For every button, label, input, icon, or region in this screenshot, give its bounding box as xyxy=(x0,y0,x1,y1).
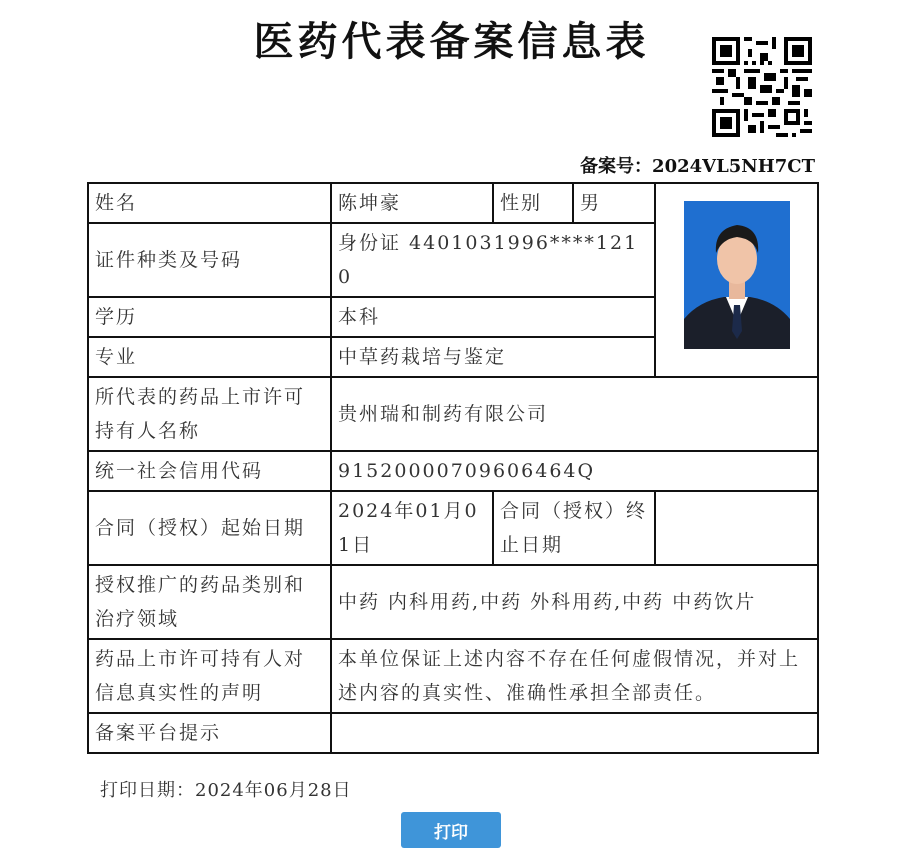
company-value: 贵州瑞和制药有限公司 xyxy=(331,377,818,451)
info-table xyxy=(87,182,819,754)
id-value: 身份证 4401031996****1210 xyxy=(331,223,655,297)
record-number-value: 2024VL5NH7CT xyxy=(652,156,815,177)
contract-start-label: 合同（授权）起始日期 xyxy=(88,491,331,565)
photo-cell xyxy=(655,183,818,377)
contract-end-label: 合同（授权）终止日期 xyxy=(493,491,655,565)
education-value: 本科 xyxy=(331,297,655,337)
page-title: 医药代表备案信息表 xyxy=(253,19,650,65)
record-number-label: 备案号： xyxy=(580,156,653,177)
statement-value: 本单位保证上述内容不存在任何虚假情况，并对上述内容的真实性、准确性承担全部责任。 xyxy=(331,639,818,713)
name-label: 姓名 xyxy=(88,183,331,223)
platform-tip-label: 备案平台提示 xyxy=(88,713,331,753)
table-row xyxy=(88,491,818,565)
table-row xyxy=(88,639,818,713)
major-label: 专业 xyxy=(88,337,331,377)
record-number xyxy=(580,152,815,178)
table-row xyxy=(88,377,818,451)
major-value: 中草药栽培与鉴定 xyxy=(331,337,655,377)
id-label: 证件种类及号码 xyxy=(88,223,331,297)
credit-code-value: 91520000709606464Q xyxy=(331,451,818,491)
table-row xyxy=(88,713,818,753)
credit-code-label: 统一社会信用代码 xyxy=(88,451,331,491)
contract-end-value xyxy=(655,491,818,565)
name-value: 陈坤豪 xyxy=(331,183,493,223)
gender-label: 性别 xyxy=(493,183,573,223)
gender-value: 男 xyxy=(573,183,655,223)
print-date: 打印日期：2024年06月28日 xyxy=(100,780,352,801)
scope-value: 中药 内科用药,中药 外科用药,中药 中药饮片 xyxy=(331,565,818,639)
education-label: 学历 xyxy=(88,297,331,337)
scope-label: 授权推广的药品类别和治疗领域 xyxy=(88,565,331,639)
platform-tip-value xyxy=(331,713,818,753)
table-row xyxy=(88,183,818,223)
contract-start-value: 2024年01月01日 xyxy=(331,491,493,565)
table-row xyxy=(88,451,818,491)
avatar xyxy=(684,201,790,349)
print-button[interactable]: 打印 xyxy=(401,812,501,848)
table-row xyxy=(88,565,818,639)
company-label: 所代表的药品上市许可持有人名称 xyxy=(88,377,331,451)
qr-code-icon xyxy=(712,37,812,137)
statement-label: 药品上市许可持有人对信息真实性的声明 xyxy=(88,639,331,713)
